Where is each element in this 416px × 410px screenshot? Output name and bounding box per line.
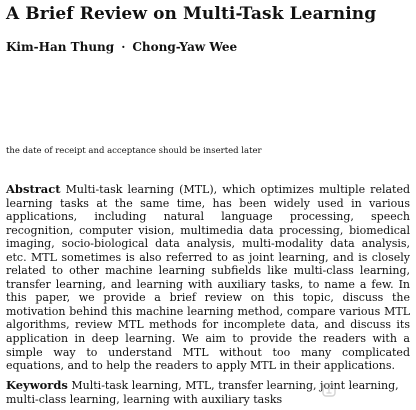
keywords-label: Keywords (6, 378, 68, 392)
keywords-text: Multi-task learning, MTL, transfer learning, joint learning, multi-class learning, learning with auxiliary tasks (6, 379, 399, 406)
author-name: Chong-Yaw Wee (132, 40, 238, 54)
abstract-label: Abstract (6, 182, 61, 196)
author-list (6, 40, 237, 54)
receipt-note: the date of receipt and acceptance should be inserted later (6, 146, 262, 156)
abstract (6, 183, 410, 373)
paper-title: A Brief Review on Multi-Task Learning (6, 4, 377, 24)
author-separator: · (121, 40, 126, 54)
abstract-text: Multi-task learning (MTL), which optimizes multiple related learning tasks at the same time, has been widely used in various applications, including natural language processing, speech recognition, computer vision, multimedia data processing, biomedical imaging, socio-biological data analysis, multi-modality data analysis, etc. MTL sometimes is also referred to as joint learning, and is closely related to other machine learning subfields like multi-class learning, transfer learning, and learning with auxiliary tasks, to name a few. In this paper, we provide a brief review on this topic, discuss the motivation behind this machine learning method, compare various MTL algorithms, review MTL methods for incomplete data, and discuss its application in deep learning. We aim to provide the readers with a simple way to understand MTL without too many complicated equations, and to help the readers to apply MTL in their applications. (6, 183, 410, 373)
author-name: Kim-Han Thung (6, 40, 115, 54)
keywords (6, 379, 410, 406)
